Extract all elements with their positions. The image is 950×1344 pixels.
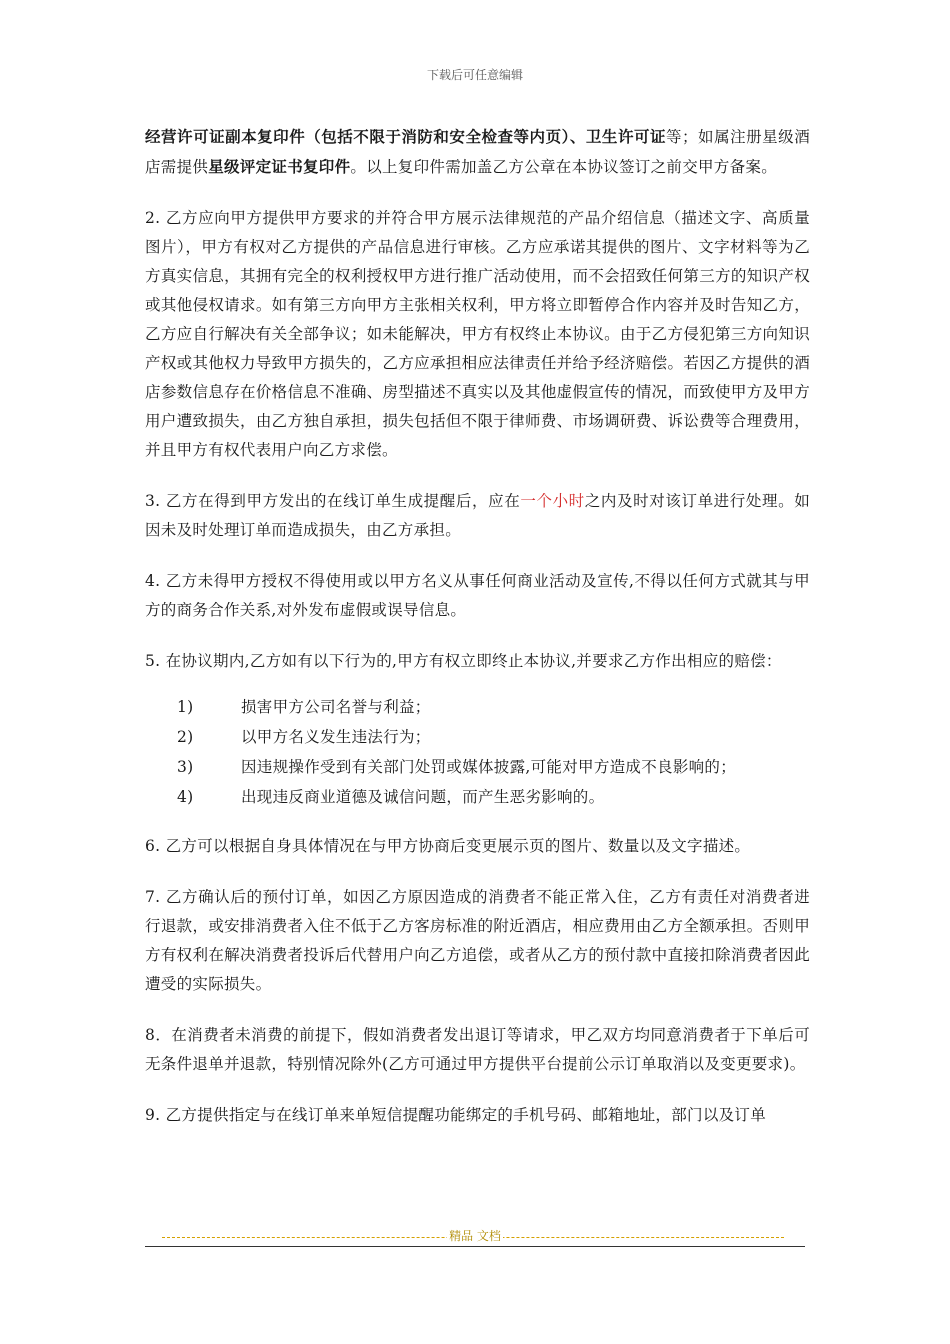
violation-list bbox=[145, 692, 810, 812]
list-text: 以甲方名义发生违法行为； bbox=[241, 728, 431, 746]
paragraph-2: 2. 乙方应向甲方提供甲方要求的并符合甲方展示法律规范的产品介绍信息（描述文字、高质量图片），甲方有权对乙方提供的产品信息进行审核。乙方应承诺其提供的图片、文字材料等为乙方真实信息，其拥有完全的权利授权甲方进行推广活动使用，而不会招致任何第三方的知识产权或其他侵权请求。如有第三方向甲方主张相关权利，甲方将立即暂停合作内容并及时告知乙方，乙方应自行解决有关全部争议；如未能解决，甲方有权终止本协议。由于乙方侵犯第三方向知识产权或其他权力导致甲方损失的，乙方应承担相应法律责任并给予经济赔偿。若因乙方提供的酒店参数信息存在价格信息不准确、房型描述不真实以及其他虚假宣传的情况，而致使甲方及甲方用户遭致损失，由乙方独自承担，损失包括但不限于律师费、市场调研费、诉讼费等合理费用，并且甲方有权代表用户向乙方求偿。 bbox=[145, 209, 810, 459]
document-body bbox=[145, 122, 810, 1152]
footer-label bbox=[0, 1227, 950, 1244]
list-number: 3) bbox=[177, 758, 194, 776]
footer-label-text: 精品 文档 bbox=[449, 1229, 501, 1243]
list-item bbox=[145, 692, 810, 722]
highlight-text: 一个小时 bbox=[520, 492, 585, 510]
paragraph-9: 9. 乙方提供指定与在线订单来单短信提醒功能绑定的手机号码、邮箱地址，部门以及订单 bbox=[145, 1106, 767, 1124]
list-number: 1) bbox=[177, 698, 194, 716]
paragraph-7: 7. 乙方确认后的预付订单，如因乙方原因造成的消费者不能正常入住，乙方有责任对消费者进行退款，或安排消费者入住不低于乙方客房标准的附近酒店，相应费用由乙方全额承担。否则甲方有权利在解决消费者投诉后代替用户向乙方追偿，或者从乙方的预付款中直接扣除消费者因此遭受的实际损失。 bbox=[145, 888, 810, 993]
paragraph-5: 5. 在协议期内,乙方如有以下行为的,甲方有权立即终止本协议,并要求乙方作出相应的赔偿： bbox=[145, 652, 782, 670]
bold-text: 星级评定证书复印件 bbox=[208, 157, 351, 176]
list-number: 4) bbox=[177, 788, 194, 806]
list-item bbox=[145, 752, 810, 782]
bold-text: 经营许可证副本复印件（包括不限于消防和安全检查等内页）、卫生许可证 bbox=[145, 127, 667, 146]
page-header: 下载后可任意编辑 bbox=[426, 68, 523, 82]
list-text: 因违规操作受到有关部门处罚或媒体披露,可能对甲方造成不良影响的； bbox=[241, 758, 737, 776]
list-item bbox=[145, 782, 810, 812]
paragraph-6: 6. 乙方可以根据自身具体情况在与甲方协商后变更展示页的图片、数量以及文字描述。 bbox=[145, 837, 751, 855]
text: 3. 乙方在得到甲方发出的在线订单生成提醒后，应在 bbox=[145, 492, 521, 510]
text: 。以上复印件需加盖乙方公章在本协议签订之前交甲方备案。 bbox=[350, 158, 778, 176]
paragraph-3 bbox=[145, 487, 810, 545]
paragraph-8: 8．在消费者未消费的前提下，假如消费者发出退订等请求，甲乙双方均同意消费者于下单后可无条件退单并退款，特别情况除外(乙方可通过甲方提供平台提前公示订单取消以及变更要求)。 bbox=[145, 1026, 810, 1073]
text: 等；如属注册星级酒店需提供 bbox=[145, 128, 811, 176]
list-text: 损害甲方公司名誉与利益； bbox=[241, 698, 431, 716]
paragraph-intro bbox=[145, 122, 810, 182]
list-text: 出现违反商业道德及诚信问题，而产生恶劣影响的。 bbox=[241, 788, 605, 806]
footer-divider bbox=[145, 1246, 805, 1247]
list-item bbox=[145, 722, 810, 752]
paragraph-4: 4. 乙方未得甲方授权不得使用或以甲方名义从事任何商业活动及宣传,不得以任何方式就其与甲方的商务合作关系,对外发布虚假或误导信息。 bbox=[145, 572, 810, 619]
text: 之内及时对该订单进行处理。如因未及时处理订单而造成损失，由乙方承担。 bbox=[145, 492, 811, 539]
list-number: 2) bbox=[177, 728, 194, 746]
